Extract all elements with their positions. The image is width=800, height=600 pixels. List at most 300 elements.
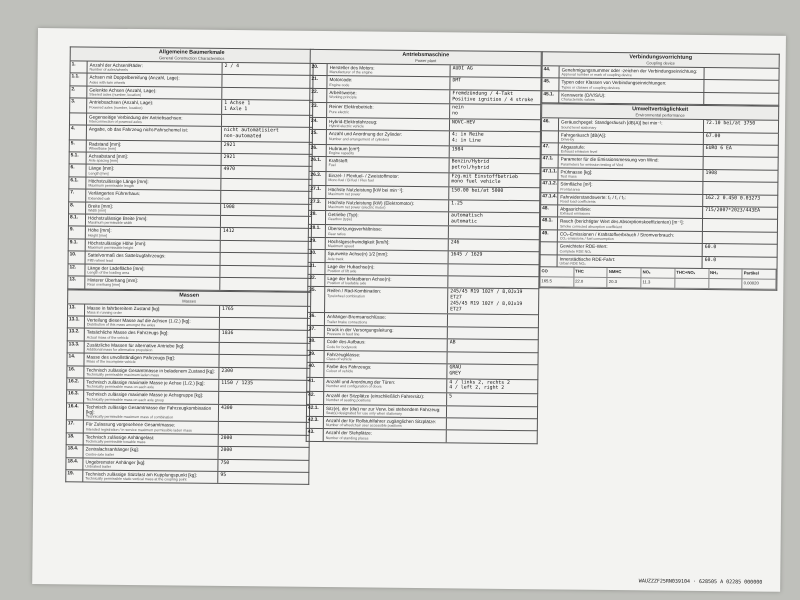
field-number: 26.3. <box>309 171 326 185</box>
field-value: 2921 <box>221 142 312 154</box>
field-label-en: Intended registration / in service maximum permissible laden mass <box>85 427 192 433</box>
field-value: 2921 <box>221 154 312 166</box>
field-value <box>220 216 311 228</box>
field-label <box>325 313 447 326</box>
field-label-en: Width [mm] <box>88 208 107 213</box>
field-label <box>87 113 221 126</box>
field-number: 43. <box>307 429 324 441</box>
field-value: NOVC-HEV <box>449 119 540 131</box>
field-label <box>84 446 218 459</box>
field-number: 35. <box>308 287 325 312</box>
field-label-en: Additional mass for alternative propulsion <box>86 347 153 353</box>
field-label <box>326 225 448 238</box>
field-number: 30. <box>309 250 326 262</box>
field-number: 4. <box>70 125 87 139</box>
field-number: 18.4. <box>67 446 84 458</box>
field-number: 29. <box>309 238 326 250</box>
field-label-en: Road load coefficients <box>560 199 596 204</box>
field-label-en: Sound level stationary <box>560 124 597 130</box>
field-label-de: Kraftstoff: <box>328 158 349 164</box>
field-value <box>447 315 538 327</box>
field-label-de: Höchstzulässige Breite [mm]: <box>87 215 148 222</box>
field-label <box>559 119 703 132</box>
field-value <box>703 68 778 80</box>
field-value <box>219 343 310 355</box>
field-label-de: Technisch zulässige Gesamtmasse der Fahrzeugkombination [kg]: <box>85 404 212 415</box>
field-value: 162.2 0.450 0.03273 <box>702 195 777 207</box>
field-number: 40. <box>307 363 324 377</box>
field-label-en: Parameters for emission testing of Vind <box>560 162 624 167</box>
field-label-de: Geräuschpegel: Standgeräusch [dB(A)] bei min⁻¹: <box>561 119 663 126</box>
field-label <box>558 206 702 219</box>
field-number: 9.1. <box>69 239 86 251</box>
field-label <box>559 143 703 156</box>
field-label <box>83 458 217 471</box>
section-header: Allgemeine Baumerkmale General Construction Characteristics <box>70 46 314 63</box>
field-label <box>87 99 221 114</box>
field-label <box>83 471 217 484</box>
field-label <box>559 131 703 144</box>
field-label-en: Exhaust emission level <box>560 149 598 155</box>
field-number: 6.1. <box>69 177 86 189</box>
field-label-de: Gelenkte Achsen (Anzahl, Lage): <box>89 87 157 94</box>
field-label-en: Seat(s) designated for use only when stationary <box>325 410 402 416</box>
field-number: 47.1.2. <box>541 181 558 193</box>
field-number: 16.4. <box>67 403 84 420</box>
field-value <box>219 266 310 278</box>
field-label <box>84 366 218 379</box>
field-label-en: Fifth wheel lead <box>87 258 113 263</box>
field-value <box>219 278 310 290</box>
field-label-en: Code for bodywork <box>326 344 357 349</box>
field-number: 28.1. <box>309 225 326 237</box>
field-value: DMT <box>449 78 540 90</box>
field-label-en: Approval number or mark of coupling device <box>561 72 632 78</box>
field-label-en: Gearbox (type) <box>327 217 353 222</box>
field-label <box>84 433 218 446</box>
field-label-de: Zentralachsanhänger [kg]: <box>85 446 139 453</box>
field-value <box>447 264 538 276</box>
field-label-en: Height [mm] <box>87 233 108 238</box>
field-number: 27.1. <box>309 186 326 198</box>
field-value: 60.0 <box>702 257 777 269</box>
field-number: 18. <box>67 433 84 445</box>
field-value: 5 <box>446 393 537 405</box>
field-label <box>326 172 448 187</box>
field-number: 27.3. <box>309 198 326 210</box>
field-label <box>325 326 447 339</box>
field-label-en: Types or classes of coupling devices <box>561 85 620 90</box>
field-label-de: Getriebe (Typ): <box>328 211 359 218</box>
field-label-de: Genehmigungsnummer oder -zeichen der Verbindungseinrichtung: <box>561 67 698 74</box>
field-value: 750 <box>217 460 308 472</box>
field-label <box>85 341 219 354</box>
field-label-en: Exhaust emissions <box>560 211 591 217</box>
grid-head: CO <box>540 267 574 277</box>
field-label-en: Characteristic values <box>561 97 595 102</box>
field-label <box>325 263 447 276</box>
field-label-de: Prüfmasse [kg]: <box>560 169 593 175</box>
field-value: 4; in Reihe 4; in Line <box>449 132 540 146</box>
column-coupling-environment <box>539 51 779 291</box>
field-value <box>221 75 312 87</box>
field-label <box>85 304 219 317</box>
field-value <box>220 179 311 191</box>
field-label <box>86 215 220 228</box>
field-label <box>87 74 221 87</box>
field-label <box>325 338 447 351</box>
field-label-de: Radstand [mm]: <box>88 141 122 147</box>
field-label-de: Lage der Hubachse(n): <box>327 263 375 270</box>
field-label-en: Technically permissible mass on each axle <box>86 384 154 390</box>
field-label <box>326 199 448 212</box>
field-label-de: Gegenseitige Verbindung der Antriebsachsen: <box>89 114 183 121</box>
field-label-en: Number of wheelchair user accessible positions <box>325 423 402 429</box>
field-label <box>558 193 702 206</box>
field-label <box>84 403 218 421</box>
field-label <box>558 243 702 256</box>
field-value: EURO 6 EA <box>703 145 778 157</box>
field-label-en: Number of axles/wheels <box>89 67 128 73</box>
field-value: 2 / 4 <box>222 63 313 75</box>
field-value: 1645 / 1629 <box>448 252 539 264</box>
field-number: 22. <box>310 89 327 103</box>
field-number: 42. <box>307 392 324 404</box>
grid-head: THC <box>574 268 608 278</box>
column-power-plant <box>306 49 542 444</box>
field-label <box>324 363 446 378</box>
field-value: 1150 / 1235 <box>218 380 309 392</box>
field-label <box>324 392 446 405</box>
field-label-de: Angabe, ob das Fahrzeug nicht-Fahrschemel ist: <box>88 126 189 133</box>
field-label-de: Höhe [mm]: <box>87 228 112 234</box>
field-number: 5.1. <box>70 152 87 164</box>
field-number: 9. <box>69 227 86 239</box>
field-label-en: Position of lift axle <box>327 268 357 274</box>
field-number: 28. <box>309 211 326 225</box>
field-number: 44. <box>543 66 560 78</box>
field-label <box>324 378 446 393</box>
field-label-en: Tyre/wheel combination <box>327 293 365 299</box>
field-number: 6. <box>69 165 86 177</box>
field-label-en: CO₂ emissions / fuel consumption <box>559 236 614 242</box>
field-label-en: Engine capacity <box>328 151 355 156</box>
field-value: 1.25 <box>448 200 539 212</box>
section-header-masses: Massen Masses <box>67 289 311 306</box>
field-label-en: Interconnection of powered axles <box>89 119 142 125</box>
section-header-environment: Umweltverträglichkeit Environmental performance <box>541 103 779 119</box>
field-label-en: Urban RDE NOₓ <box>559 261 586 266</box>
field-label-de: Länge [mm]: <box>88 165 115 172</box>
grid-value: 165.5 <box>540 277 574 287</box>
field-number: 42.3. <box>307 417 324 429</box>
field-label-de: Typen oder Klassen von Verbindungseinrichtungen: <box>561 79 667 86</box>
field-label-de: Fahrzeugklasse: <box>326 351 361 358</box>
field-value: 1412 <box>220 228 311 240</box>
field-number <box>541 243 558 255</box>
field-number: 47.1.4. <box>541 193 558 205</box>
field-number: 18.4. <box>66 458 83 470</box>
field-label <box>85 316 219 329</box>
field-value <box>702 182 777 194</box>
field-label-en: Position of loadable axle <box>327 281 367 286</box>
field-label-de: Anzahl der für Rollstuhlfahrer zugänglichen Sitzplätze: <box>325 417 437 425</box>
field-value: 1908 <box>702 170 777 182</box>
field-label-de: Rauch (berichtigter Wert des Absorptionskoeffizienten) [m⁻¹]: <box>559 218 684 226</box>
field-label <box>327 89 449 104</box>
field-label-en: Technically permissible maximum mass of combination <box>85 414 174 420</box>
field-number: 16. <box>67 366 84 378</box>
field-label-en: Pure electric <box>329 109 350 114</box>
field-number: 2. <box>70 86 87 98</box>
field-label-en: Engine code <box>329 82 350 87</box>
grid-head: NH₃ <box>709 269 743 279</box>
field-label-de: Ungebremster Anhänger [kg]: <box>85 459 146 465</box>
field-value: 4300 <box>218 405 309 423</box>
field-label-de: Arbeitsweise: <box>329 89 357 96</box>
field-number: 48. <box>541 205 558 217</box>
field-row <box>65 470 309 485</box>
field-label-de: Technisch zulässige Stützlast am Kupplungspunkt [kg]: <box>85 471 197 478</box>
field-label-de: Anzahl der Achsen/Räder: <box>89 62 144 69</box>
field-label-en: Axle spacing [mm] <box>88 158 118 164</box>
field-value: 2300 <box>218 367 309 379</box>
field-number: 31. <box>308 263 325 275</box>
field-number <box>541 255 558 267</box>
field-value: Fzg.mit Einstoffbetrieb mono fuel vehicle <box>448 173 539 187</box>
field-value <box>221 115 312 127</box>
field-label <box>325 351 447 364</box>
field-number: 13.3. <box>68 341 85 353</box>
field-number: 38. <box>308 338 325 350</box>
field-label <box>324 429 446 442</box>
field-label-en: Test mass <box>560 174 577 179</box>
grid-head: NOₓ <box>642 268 676 278</box>
field-label-en: Mass of the incomplete vehicle <box>86 359 136 365</box>
field-value: 95 <box>217 472 308 484</box>
field-label-de: Antriebsachsen (Anzahl, Lage): <box>89 99 154 106</box>
field-number: 8. <box>69 202 86 214</box>
field-label-de: Höchstgeschwindigkeit [km/h]: <box>327 238 390 245</box>
field-value: 72.10 bei/at 3750 <box>703 120 778 132</box>
field-value: AUDI AG <box>450 65 541 77</box>
field-label <box>558 230 702 243</box>
field-label-en: Centre-axle trailer <box>85 452 115 457</box>
field-label-de: Motorcode: <box>329 77 353 83</box>
field-label-de: Für Zulassung vorgesehene Gesamtmasse: <box>85 421 176 428</box>
field-value <box>446 431 537 443</box>
field-label <box>85 264 219 277</box>
field-value <box>218 355 309 367</box>
field-label-de: Reiner Elektrobetrieb: <box>329 104 374 110</box>
field-label-de: Reifen / Rad-Kombination: <box>327 288 382 295</box>
field-label-de: Gewichteter RDE-Wert: <box>559 243 608 250</box>
field-label-en: Steered axles (number, location) <box>89 92 142 98</box>
field-number: 37. <box>308 326 325 338</box>
field-label-de: Masse des unvollständigen Fahrzeugs [kg]: <box>86 354 175 361</box>
field-number: 13. <box>68 304 85 316</box>
field-label-de: Spurweite Achse(n) 1/2 [mm]: <box>327 251 388 257</box>
field-label-de: Anzahl der Stehplätze: <box>325 430 373 436</box>
field-label-en: Length of the loading area <box>87 270 130 275</box>
field-number: 17. <box>67 421 84 433</box>
field-label <box>87 153 221 166</box>
column-general-construction <box>65 46 314 485</box>
field-label-en: Number of standing places <box>325 435 369 441</box>
field-value <box>447 327 538 339</box>
field-value <box>448 227 539 239</box>
field-label-de: Sattelvormaß des Sattelzugfahrzeugs: <box>87 252 166 259</box>
field-label <box>87 86 221 99</box>
field-value: 1908 <box>220 204 311 216</box>
field-label-de: Höchste Nutzleistung [kW bei min⁻¹]: <box>328 187 404 193</box>
field-number: 26.1. <box>310 157 327 171</box>
field-value: 67.00 <box>703 133 778 145</box>
field-label-en: Powered axles (number, location) <box>89 105 143 110</box>
field-value <box>446 418 537 430</box>
field-label-de: Hinterer Überhang [mm]: <box>87 277 138 284</box>
field-row <box>307 287 539 315</box>
field-label-de: Abgasrichtlinie: <box>560 206 592 212</box>
field-value: 4 / links 2, rechts 2 4 / left 2, right 2 <box>446 379 537 393</box>
field-value: AB <box>447 340 538 352</box>
field-label-de: Übersetzungsverhältnisse: <box>327 226 383 233</box>
field-label-en: Fuel <box>328 163 336 168</box>
field-label-de: Parameter für die Emissionsmessung von Wind: <box>560 156 659 163</box>
field-label-de: Sitz(e), der (die) nur zur Verw. bei stehendem Fahrzeug: <box>326 405 441 412</box>
field-number: 39. <box>308 351 325 363</box>
field-label-de: Abgasstufe: <box>560 144 586 150</box>
field-label <box>327 157 449 172</box>
field-label-en: Number and configuration of doors <box>326 383 382 389</box>
field-label <box>558 168 702 181</box>
field-value <box>220 191 311 203</box>
field-label-en: Working principle <box>329 95 357 100</box>
field-label <box>326 238 448 251</box>
field-number: 47.1. <box>542 156 559 168</box>
field-number: 21. <box>310 76 327 88</box>
field-label-de: Masse in fahrbereitem Zustand [kg]: <box>87 305 161 311</box>
grid-head: NMHC <box>608 268 642 278</box>
field-label-de: Fahrwiderstandswerte: f₀ / f₁ / f₂: <box>560 194 627 200</box>
field-value <box>702 219 777 231</box>
field-number: 13. <box>68 276 85 288</box>
field-label-en: Mono fuel / Bi fuel / Flex fuel <box>328 177 374 183</box>
field-label-en: Manufacturer of the engine <box>329 70 373 75</box>
field-label <box>327 103 449 118</box>
section-header: Verbindungsvorrichtung Coupling device <box>542 51 780 67</box>
field-label <box>87 140 221 153</box>
field-label <box>84 378 218 391</box>
field-label <box>324 417 446 430</box>
field-label-de: Technisch zulässige maximale Masse je Achse (1./2.) [kg]: <box>86 379 205 386</box>
field-label-en: Technically permissible static vertical mass at the coupling point <box>85 476 187 482</box>
field-label-en: Maximum permissible width <box>87 220 133 226</box>
field-label <box>85 277 219 290</box>
field-label-en: Technically permissible maximum laden mass <box>86 372 160 378</box>
grid-head: THC+NOₓ <box>675 269 709 279</box>
field-label <box>84 391 218 404</box>
field-value: 2000 <box>218 447 309 459</box>
field-label <box>86 239 220 252</box>
field-number: 1. <box>71 61 88 73</box>
field-number: 7. <box>69 190 86 202</box>
field-value: 1 Achse 1 1 Axle 1 <box>221 100 312 114</box>
field-label-en: Smoke corrected absorption coefficient <box>559 224 623 229</box>
field-label <box>86 227 220 240</box>
field-label-de: Länge der Ladefläche [mm]: <box>87 265 145 271</box>
field-label <box>84 354 218 367</box>
field-label-en: Axle track <box>327 256 344 261</box>
field-label-de: Verteilung dieser Masse auf die Achsen (1./2.) [kg]: <box>86 317 191 324</box>
field-value: nicht automatisiert non-automated <box>221 127 312 141</box>
field-label-en: Drive-by <box>560 137 575 142</box>
field-label <box>86 190 220 203</box>
field-value <box>218 392 309 404</box>
field-label-de: Anzahl und Anordnung der Zylinder: <box>328 131 403 138</box>
field-label-en: Frontal area <box>560 187 580 192</box>
field-label <box>560 66 704 79</box>
grid-head: Partikel <box>743 269 777 279</box>
field-label-de: Code des Aufbaus: <box>326 339 366 345</box>
emission-values-grid <box>539 267 777 290</box>
field-label <box>559 79 703 92</box>
field-label-en: Extended cab <box>88 196 111 201</box>
field-label-en: Technically permissible mass on each axle group <box>86 397 165 402</box>
field-label-de: Stirnfläche [m²]: <box>560 181 593 188</box>
field-value <box>446 406 537 418</box>
field-label-en: Axles with twin wheels <box>89 80 126 85</box>
field-number: 20. <box>311 64 328 76</box>
field-label <box>324 405 446 418</box>
field-value: 715/2007*2023/443EA <box>702 207 777 219</box>
field-label-de: CO₂-Emissionen / Kraftstoffverbrauch / Stromverbrauch: <box>559 231 675 238</box>
field-label-de: Technisch zulässige Gesamtmasse in beladenem Zustand [kg]: <box>86 367 215 374</box>
field-number: 47. <box>542 143 559 155</box>
field-label-en: Mass in running order <box>87 310 122 315</box>
field-label <box>328 64 450 77</box>
field-label-de: Druck in der Versorgungsleitung: <box>326 326 394 333</box>
field-label <box>327 145 449 158</box>
field-label-en: Maximum permissible height <box>87 245 134 251</box>
field-number: 19. <box>66 470 83 482</box>
field-label-en: Colour of vehicle <box>326 369 354 374</box>
field-label <box>86 165 220 178</box>
field-label-de: Anhänger-Bremsanschlüsse: <box>326 314 386 321</box>
field-value: 1765 <box>219 305 310 317</box>
field-label-en: Number and arrangement of cylinders <box>328 136 390 142</box>
field-number: 16.2. <box>67 378 84 390</box>
field-number: 45.1. <box>542 91 559 103</box>
field-label-de: Kennwerte (D/V/S/U): <box>561 92 606 98</box>
field-value: GRAU GREY <box>446 364 537 378</box>
field-label-en: Actual mass of the vehicle <box>86 335 129 340</box>
field-label-de: Fahrgeräusch [dB(A)]: <box>560 132 607 138</box>
field-number: 16.3. <box>67 391 84 403</box>
field-number: 45. <box>542 79 559 91</box>
field-label <box>84 421 218 434</box>
field-value: 1836 <box>219 330 310 342</box>
field-label <box>325 287 447 313</box>
field-value: Fremdzündung / 4-Takt Positive ignition / 4 stroke <box>449 90 540 104</box>
field-value <box>220 253 311 265</box>
field-label <box>326 186 448 199</box>
field-label <box>325 275 447 288</box>
vin-footer: WAUZZZF25RN039104 · 628505 A 02285 000000 <box>638 578 763 586</box>
field-number <box>70 113 87 125</box>
field-label-en: Pressure in feed line <box>326 332 360 337</box>
field-label-de: Hersteller des Motors: <box>329 65 375 71</box>
